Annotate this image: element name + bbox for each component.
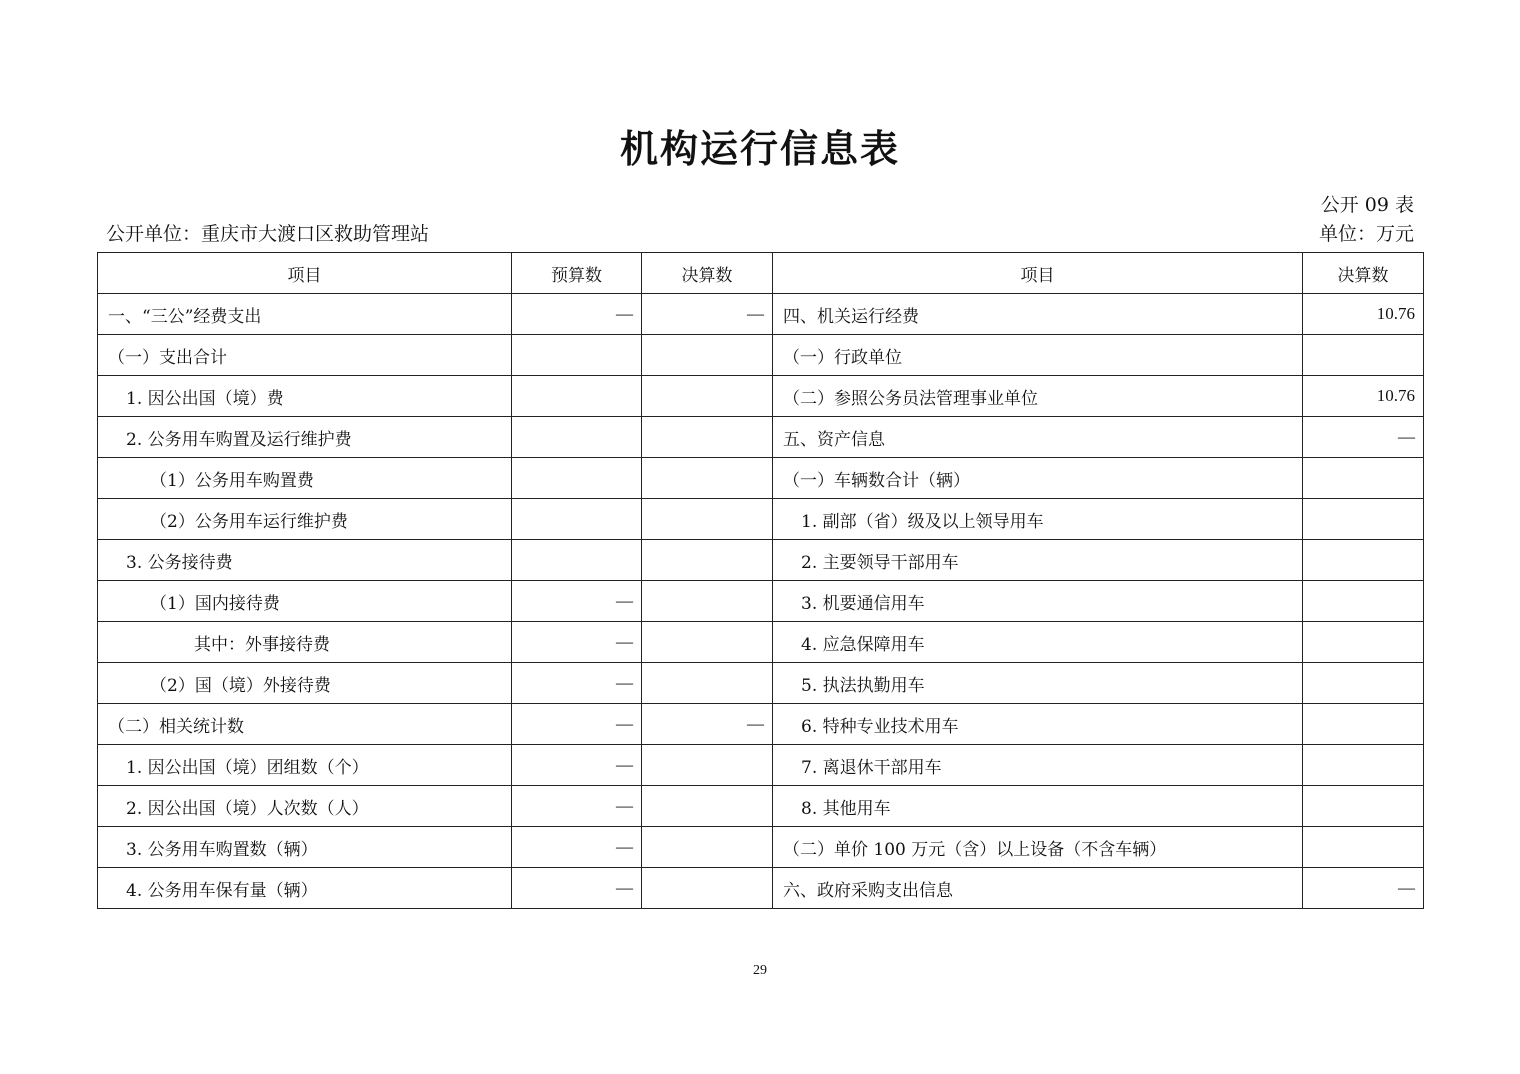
left-item: （二）相关统计数 <box>98 704 512 745</box>
final-value <box>642 417 773 458</box>
right-item: 3. 机要通信用车 <box>773 581 1303 622</box>
budget-value <box>512 540 642 581</box>
table-header-row <box>98 253 1424 294</box>
right-item: （二）单价 100 万元（含）以上设备（不含车辆） <box>773 827 1303 868</box>
final-value <box>642 786 773 827</box>
page-title: 机构运行信息表 <box>619 127 900 171</box>
final-value <box>642 622 773 663</box>
final-value <box>642 376 773 417</box>
right-final-value <box>1303 581 1424 622</box>
budget-value: — <box>512 704 642 745</box>
header-final-right: 决算数 <box>1303 253 1424 294</box>
final-value <box>642 868 773 909</box>
final-value <box>642 540 773 581</box>
right-final-value <box>1303 745 1424 786</box>
right-item: （一）车辆数合计（辆） <box>773 458 1303 499</box>
left-item: 3. 公务用车购置数（辆） <box>98 827 512 868</box>
final-value <box>642 499 773 540</box>
right-final-value <box>1303 540 1424 581</box>
right-item: 1. 副部（省）级及以上领导用车 <box>773 499 1303 540</box>
right-item: 7. 离退休干部用车 <box>773 745 1303 786</box>
final-value <box>642 458 773 499</box>
right-item: （一）行政单位 <box>773 335 1303 376</box>
budget-value: — <box>512 663 642 704</box>
table-row <box>98 376 1424 417</box>
right-item: 5. 执法执勤用车 <box>773 663 1303 704</box>
budget-value <box>512 499 642 540</box>
budget-value: — <box>512 294 642 335</box>
right-item: 8. 其他用车 <box>773 786 1303 827</box>
left-item: 1. 因公出国（境）费 <box>98 376 512 417</box>
operations-info-table <box>97 252 1424 909</box>
left-item: 2. 因公出国（境）人次数（人） <box>98 786 512 827</box>
currency-unit: 单位：万元 <box>1318 223 1414 245</box>
budget-value: — <box>512 868 642 909</box>
right-item: 2. 主要领导干部用车 <box>773 540 1303 581</box>
right-item: 6. 特种专业技术用车 <box>773 704 1303 745</box>
budget-value: — <box>512 745 642 786</box>
left-item: （2）公务用车运行维护费 <box>98 499 512 540</box>
header-item-left: 项目 <box>98 253 512 294</box>
table-row <box>98 458 1424 499</box>
table-row <box>98 581 1424 622</box>
budget-value <box>512 417 642 458</box>
left-item: 3. 公务接待费 <box>98 540 512 581</box>
budget-value <box>512 335 642 376</box>
table-row <box>98 827 1424 868</box>
left-item: 2. 公务用车购置及运行维护费 <box>98 417 512 458</box>
left-item: 一、“三公”经费支出 <box>98 294 512 335</box>
table-row <box>98 663 1424 704</box>
table-row <box>98 868 1424 909</box>
table-row <box>98 786 1424 827</box>
right-final-value <box>1303 704 1424 745</box>
final-value <box>642 827 773 868</box>
final-value <box>642 335 773 376</box>
table-row <box>98 499 1424 540</box>
table-row <box>98 294 1424 335</box>
budget-value <box>512 458 642 499</box>
right-final-value: — <box>1303 417 1424 458</box>
final-value <box>642 745 773 786</box>
header-final-left: 决算数 <box>642 253 773 294</box>
table-row <box>98 335 1424 376</box>
budget-value: — <box>512 581 642 622</box>
right-item: （二）参照公务员法管理事业单位 <box>773 376 1303 417</box>
right-final-value: 10.76 <box>1303 294 1424 335</box>
right-final-value <box>1303 458 1424 499</box>
budget-value <box>512 376 642 417</box>
right-item: 五、资产信息 <box>773 417 1303 458</box>
right-final-value <box>1303 622 1424 663</box>
left-item: 4. 公务用车保有量（辆） <box>98 868 512 909</box>
right-item: 六、政府采购支出信息 <box>773 868 1303 909</box>
left-item: （1）公务用车购置费 <box>98 458 512 499</box>
left-item: 1. 因公出国（境）团组数（个） <box>98 745 512 786</box>
table-row <box>98 704 1424 745</box>
left-item: 其中：外事接待费 <box>98 622 512 663</box>
final-value: — <box>642 294 773 335</box>
final-value <box>642 663 773 704</box>
table-number: 公开 09 表 <box>1320 194 1414 216</box>
left-item: （1）国内接待费 <box>98 581 512 622</box>
right-item: 四、机关运行经费 <box>773 294 1303 335</box>
left-item: （2）国（境）外接待费 <box>98 663 512 704</box>
budget-value: — <box>512 827 642 868</box>
right-item: 4. 应急保障用车 <box>773 622 1303 663</box>
right-final-value <box>1303 786 1424 827</box>
right-final-value <box>1303 663 1424 704</box>
right-final-value: — <box>1303 868 1424 909</box>
right-final-value: 10.76 <box>1303 376 1424 417</box>
left-item: （一）支出合计 <box>98 335 512 376</box>
header-item-right: 项目 <box>773 253 1303 294</box>
budget-value: — <box>512 622 642 663</box>
final-value <box>642 581 773 622</box>
right-final-value <box>1303 499 1424 540</box>
right-final-value <box>1303 335 1424 376</box>
table-row <box>98 622 1424 663</box>
table-row <box>98 540 1424 581</box>
right-final-value <box>1303 827 1424 868</box>
budget-value: — <box>512 786 642 827</box>
publishing-unit: 公开单位：重庆市大渡口区救助管理站 <box>106 223 430 245</box>
table-row <box>98 417 1424 458</box>
page-number: 29 <box>753 963 767 978</box>
final-value: — <box>642 704 773 745</box>
header-budget: 预算数 <box>512 253 642 294</box>
table-row <box>98 745 1424 786</box>
